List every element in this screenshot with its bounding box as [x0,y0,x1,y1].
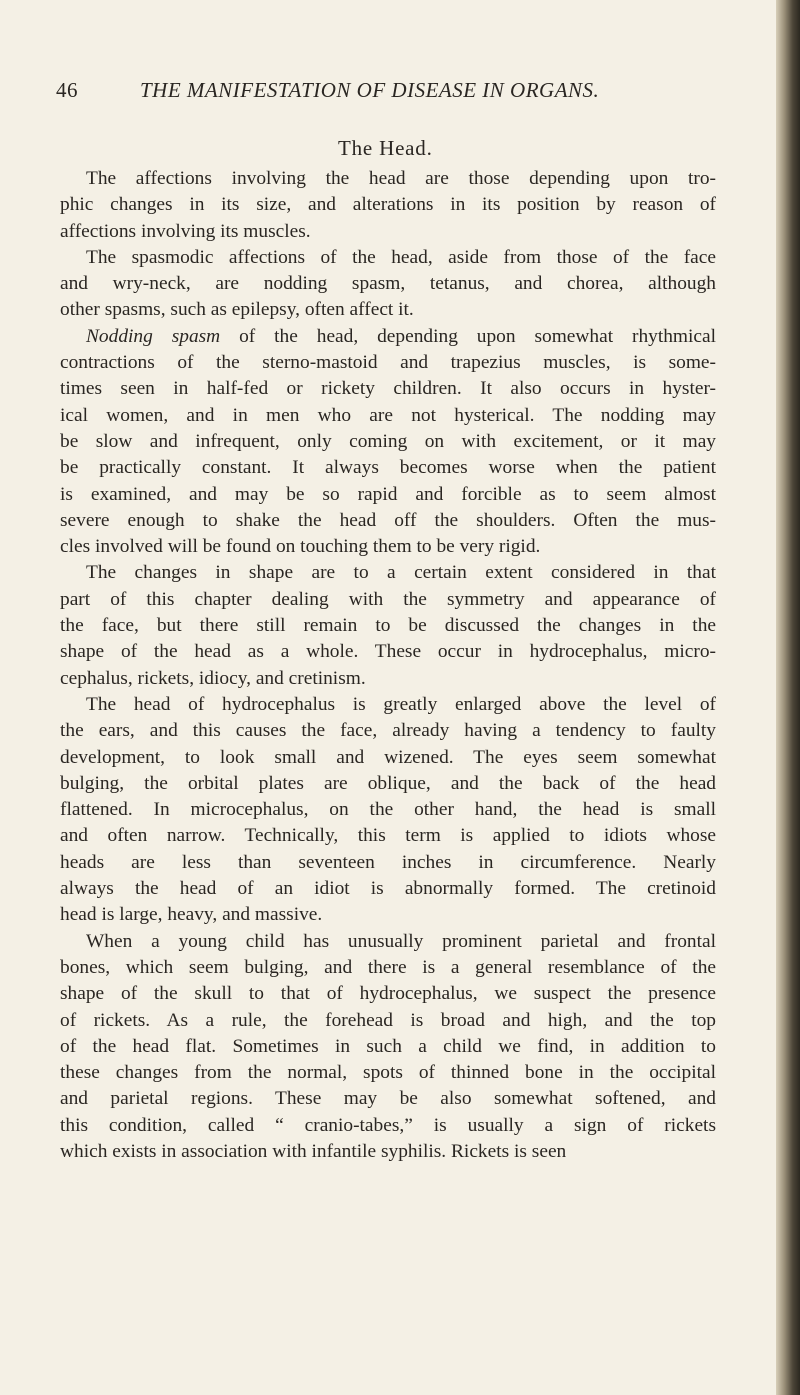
text-line [60,1086,716,1112]
text-line [60,403,716,429]
text-line [60,797,716,823]
section-title: The Head. [338,136,433,160]
text-line [60,560,716,586]
running-title: THE MANIFESTATION OF DISEASE IN ORGANS. [140,78,600,102]
text-line [60,297,716,323]
body-text [60,166,716,1165]
line-text: severe enough to shake the head off the shoulders. Often the mus- [60,509,716,531]
line-text: development, to look small and wizened. The eyes seem somewhat [60,746,716,768]
line-text: bones, which seem bulging, and there is a general resemblance of the [60,956,716,978]
text-line [60,902,716,928]
text-line [60,1113,716,1139]
line-text: be practically constant. It always becomes worse when the patient [60,457,716,479]
text-line [60,613,716,639]
line-text: these changes from the normal, spots of thinned bone in the occipital [60,1062,716,1084]
text-line [60,429,716,455]
text-line [60,245,716,271]
line-text: this condition, called “ cranio-tabes,” is usually a sign of rickets [60,1114,716,1136]
line-text: When a young child has unusually prominent parietal and frontal [86,930,716,952]
line-text: head is large, heavy, and massive. [60,904,323,926]
text-line [60,350,716,376]
text-line [60,271,716,297]
line-text: of the head flat. Sometimes in such a child we find, in addition to [60,1035,716,1057]
line-text: and wry-neck, are nodding spasm, tetanus, and chorea, although [60,273,716,295]
line-text: cles involved will be found on touching them to be very rigid. [60,536,541,558]
line-text: affections involving its muscles. [60,220,311,242]
text-line [60,192,716,218]
line-text: and often narrow. Technically, this term is applied to idiots whose [60,825,716,847]
text-line [60,1139,716,1165]
text-line [60,1060,716,1086]
line-text: of rickets. As a rule, the forehead is broad and high, and the top [60,1009,716,1031]
text-line [60,718,716,744]
line-text: flattened. In microcephalus, on the other hand, the head is small [60,799,716,821]
page-edge-shadow [776,0,800,1395]
line-text: shape of the skull to that of hydrocephalus, we suspect the presence [60,983,716,1005]
line-text: which exists in association with infantile syphilis. Rickets is seen [60,1140,567,1162]
line-text: heads are less than seventeen inches in circumference. Nearly [60,851,716,873]
line-text: bulging, the orbital plates are oblique, and the back of the head [60,772,716,794]
line-text: part of this chapter dealing with the symmetry and appearance of [60,588,716,610]
line-text: ical women, and in men who are not hysterical. The nodding may [60,404,716,426]
line-text: of the head, depending upon somewhat rhythmical [220,325,717,347]
line-text: The affections involving the head are those depending upon tro- [86,168,716,189]
text-line [60,219,716,245]
text-line [60,929,716,955]
text-line [60,876,716,902]
text-line [60,955,716,981]
text-line [60,587,716,613]
line-text: The head of hydrocephalus is greatly enlarged above the level of [86,693,716,715]
text-line [60,166,716,192]
text-line [60,376,716,402]
text-line [60,981,716,1007]
text-line [60,666,716,692]
text-line [60,1034,716,1060]
line-text: shape of the head as a whole. These occur in hydrocephalus, micro- [60,641,716,663]
italic-term: Nodding spasm [86,325,221,347]
line-text: be slow and infrequent, only coming on with excitement, or it may [60,430,716,452]
line-text: is examined, and may be so rapid and forcible as to seem almost [60,483,716,505]
line-text: the face, but there still remain to be discussed the changes in the [60,615,716,637]
running-head [56,78,716,108]
text-line [60,771,716,797]
text-line [60,455,716,481]
page-number: 46 [56,78,78,102]
line-text: the ears, and this causes the face, already having a tendency to faulty [60,720,716,742]
text-line [60,1008,716,1034]
text-line [60,534,716,560]
line-text: The changes in shape are to a certain extent considered in that [86,562,716,584]
line-text: phic changes in its size, and alterations in its position by reason of [60,194,716,216]
line-text: times seen in half-fed or rickety children. It also occurs in hyster- [60,378,716,400]
line-text: always the head of an idiot is abnormally formed. The cretinoid [60,878,716,900]
line-text: The spasmodic affections of the head, aside from those of the face [86,246,716,268]
text-line [60,639,716,665]
line-text: contractions of the sterno-mastoid and trapezius muscles, is some- [60,352,716,374]
text-line [60,482,716,508]
text-line [60,324,716,350]
line-text: other spasms, such as epilepsy, often affect it. [60,299,414,321]
text-line [60,850,716,876]
text-line [60,823,716,849]
text-line [60,745,716,771]
text-line [60,692,716,718]
line-text: and parietal regions. These may be also somewhat softened, and [60,1088,716,1110]
text-line [60,508,716,534]
line-text: cephalus, rickets, idiocy, and cretinism. [60,667,366,689]
